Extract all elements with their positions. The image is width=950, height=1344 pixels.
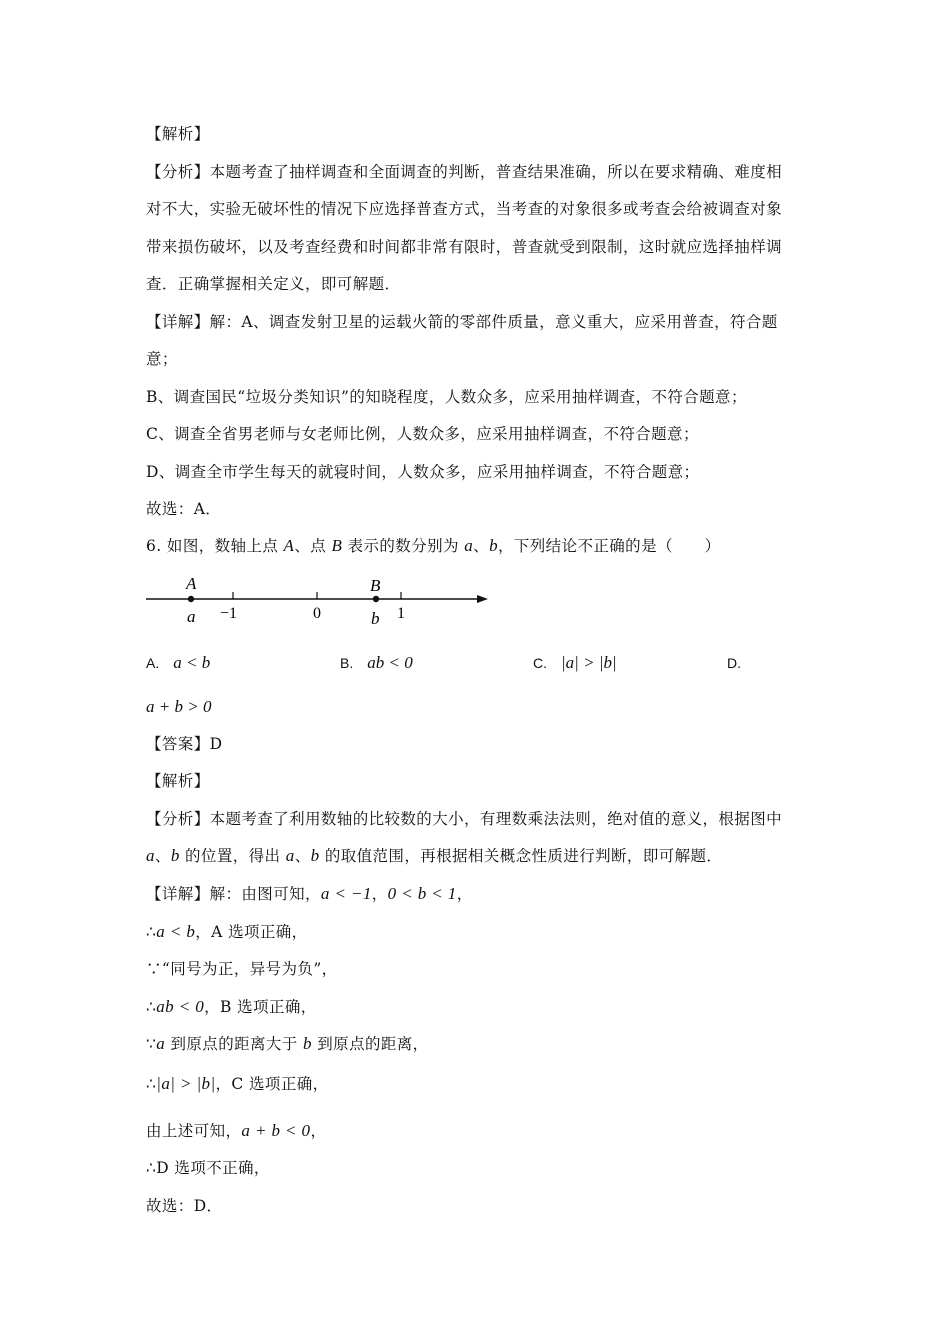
var-a: a [146,846,155,865]
option-a-label: A. [146,655,160,671]
analysis-line-1: 【分析】本题考查了抽样调查和全面调查的判断，普查结果准确，所以在要求精确、难度相 [146,163,783,181]
option-b [340,652,413,674]
q6-text: 表示的数分别为 [342,537,465,555]
var-a: a [156,1034,166,1053]
q6-var-b: b [489,536,498,555]
var-b: b [170,846,180,865]
text-fragment: ，A 选项正确， [195,923,308,941]
therefore-symbol: ∴ [146,923,157,941]
answer-analysis-line-1: 【分析】本题考查了利用数轴的比较数的大小，有理数乘法法则，绝对值的意义，根据图中 [146,810,783,828]
text-fragment: 由上述可知， [146,1122,242,1140]
therefore-symbol: ∴ [146,998,157,1016]
option-c-expr: |a| > |b| [561,653,617,672]
point-a-dot [188,596,194,602]
number-line-arrow [477,595,488,603]
var-b: b [303,1034,312,1053]
var-b-label: b [371,609,380,628]
text-fragment: 、 [154,847,171,865]
detail-line-1: 【详解】解：A、调查发射卫星的运载火箭的零部件质量，意义重大，应采用普查，符合题 [146,313,778,331]
q6-point-b: B [331,536,343,555]
tick-neg1-label: −1 [220,605,238,622]
math-expr: a < b [156,922,196,941]
text-fragment: ， [371,885,388,903]
option-d [727,652,755,674]
text-fragment: 【详解】解：由图可知， [146,885,321,903]
option-b-expr: ab < 0 [367,653,413,672]
text-fragment: 、 [294,847,311,865]
answer-detail-line-7 [146,1121,816,1141]
option-a [146,652,210,674]
q6-point-a: A [283,536,295,555]
number-line-figure [140,570,500,630]
answer-analysis-line-2 [146,846,816,866]
answer-choice-line: 故选：D． [146,1197,223,1215]
detail-line-c: C、调查全省男老师与女老师比例，人数众多，应采用抽样调查，不符合题意； [146,425,699,443]
math-expr: a < −1 [320,884,372,903]
answer-detail-line-2 [146,922,816,942]
detail-line-b: B、调查国民“垃圾分类知识”的知晓程度，人数众多，应采用抽样调查，不符合题意； [146,388,747,406]
math-expr: ab < 0 [156,997,205,1016]
question-6 [146,536,816,556]
text-fragment: ， [456,885,473,903]
choice-line: 故选：A． [146,500,222,518]
answer-analysis-heading: 【解析】 [146,772,210,790]
analysis-line-4: 查．正确掌握相关定义，即可解题． [146,275,401,293]
detail-line-2: 意； [146,350,178,368]
option-d-expr: a + b > 0 [146,697,212,716]
answer-detail-line-8: ∴D 选项不正确， [146,1159,270,1177]
text-fragment: 到原点的距离， [311,1035,429,1053]
q6-text: 、 [473,537,490,555]
point-a-label: A [186,574,197,593]
text-fragment: ，C 选项正确， [215,1075,329,1093]
q6-text: ，下列结论不正确的是（ ） [497,537,721,555]
therefore-symbol: ∴ [146,1075,157,1093]
point-b-label: B [370,576,381,595]
detail-line-d: D、调查全市学生每天的就寝时间，人数众多，应采用抽样调查，不符合题意； [146,463,700,481]
option-c-label: C. [533,655,547,671]
answer-line: 【答案】D [146,735,223,753]
math-expr: a + b < 0 [241,1121,311,1140]
option-a-expr: a < b [173,653,211,672]
answer-detail-line-4 [146,997,816,1017]
analysis-line-2: 对不大，实验无破坏性的情况下应选择普查方式，当考查的对象很多或考查会给被调查对象 [146,200,783,218]
because-symbol: ∵ [146,1035,157,1053]
q6-var-a: a [464,536,474,555]
option-d-label: D. [727,655,741,671]
text-fragment: ， [310,1122,327,1140]
option-b-label: B. [340,655,354,671]
text-fragment: 的取值范围，再根据相关概念性质进行判断，即可解题． [319,847,723,865]
math-expr: 0 < b < 1 [387,884,457,903]
point-b-dot [373,596,379,602]
q6-text: 6. 如图，数轴上点 [146,537,284,555]
answer-detail-line-5 [146,1034,816,1054]
text-fragment: 的位置，得出 [179,847,286,865]
tick-1-label: 1 [397,605,405,622]
var-a-label: a [187,607,196,626]
answer-detail-line-6 [146,1074,816,1094]
q6-text: 、点 [294,537,332,555]
analysis-line-3: 带来损伤破坏，以及考查经费和时间都非常有限时，普查就受到限制，这时就应选择抽样调 [146,238,783,256]
answer-detail-line-3: ∵“同号为正，异号为负”， [146,960,338,978]
option-d-continued [146,696,211,718]
var-b: b [310,846,320,865]
section-heading-analysis: 【解析】 [146,125,210,143]
answer-detail-line-1 [146,884,816,904]
var-a: a [285,846,295,865]
tick-0-label: 0 [313,605,321,622]
math-expr: |a| > |b| [156,1074,216,1093]
text-fragment: ，B 选项正确， [204,998,317,1016]
option-c [533,652,617,674]
text-fragment: 到原点的距离大于 [165,1035,304,1053]
